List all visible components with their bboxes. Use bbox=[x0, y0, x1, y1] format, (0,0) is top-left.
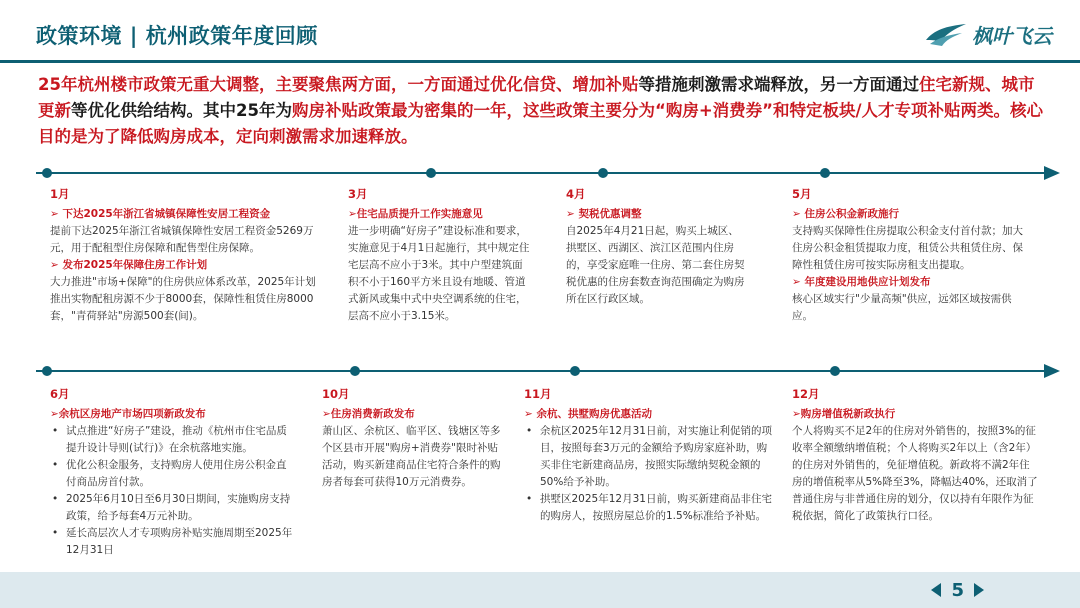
page-title: 政策环境 | 杭州政策年度回顾 bbox=[36, 24, 318, 48]
card-topic: ➢ 发布2025年保障住房工作计划 bbox=[50, 259, 208, 271]
timeline-dot-may bbox=[820, 168, 830, 178]
summary-segment: 优化信贷、增加补贴 bbox=[489, 75, 639, 94]
card-topic: ➢ 住房公积金新政施行 bbox=[792, 208, 899, 220]
timeline-arrow-icon bbox=[1044, 364, 1060, 378]
card-topic: ➢购房增值税新政执行 bbox=[792, 408, 896, 420]
summary-segment: 购房补贴政策最为密集的一年，这些政策主要分为“购房+消费券”和特定板块/人才专项补贴两类。核心目的是为了降低购房成本，定向刺激需求加速释放。 bbox=[38, 101, 1044, 146]
card-month: 4月 bbox=[566, 187, 586, 201]
card-bullet: • 2025年6月10日至6月30日期间，实施购房支持政策，给予每套4万元补助。 bbox=[50, 491, 296, 525]
timeline-card-nov bbox=[524, 386, 772, 525]
timeline-card-oct bbox=[322, 386, 506, 491]
summary-paragraph bbox=[38, 72, 1048, 150]
card-topic: ➢住房消费新政发布 bbox=[322, 408, 415, 420]
card-bullet: • 拱墅区2025年12月31日前，购买新建商品非住宅的购房人，按照房屋总价的1.5%标准给予补贴。 bbox=[524, 491, 772, 525]
timeline-card-mar bbox=[348, 186, 530, 325]
timeline-line bbox=[36, 370, 1046, 372]
timeline-dot-nov bbox=[570, 366, 580, 376]
timeline-bottom bbox=[0, 364, 1080, 378]
timeline-card-apr bbox=[566, 186, 746, 308]
card-text: 进一步明确“好房子”建设标准和要求，实施意见于4月1日起施行，其中规定住宅层高不应小于3米。其中户型建筑面积不小于160平方米且设有地暖、管道式新风或集中式中央空调系统的住宅，层高不应小于3.15米。 bbox=[348, 225, 530, 322]
summary-segment: 住宅新规、城市更新 bbox=[38, 75, 1035, 120]
timeline-card-jan bbox=[50, 186, 322, 325]
timeline-line bbox=[36, 172, 1046, 174]
card-month: 5月 bbox=[792, 187, 812, 201]
pager bbox=[931, 580, 984, 600]
timeline-dot-oct bbox=[350, 366, 360, 376]
card-bullet: • 余杭区2025年12月31日前，对实施让利促销的项目，按照每套3万元的金额给予购房家庭补助，购买非住宅新建商品房，按照实际缴纳契税金额的50%给予补助。 bbox=[524, 423, 772, 491]
card-text: 萧山区、余杭区、临平区、钱塘区等多个区县市开展"购房+消费券"限时补贴活动，购买新建商品住宅符合条件的购房者每套可获得10万元消费券。 bbox=[322, 425, 501, 488]
card-month: 11月 bbox=[524, 387, 552, 401]
card-month: 10月 bbox=[322, 387, 350, 401]
timeline-dot-mar bbox=[426, 168, 436, 178]
triangle-left-icon[interactable] bbox=[931, 583, 941, 597]
card-topic: ➢住宅品质提升工作实施意见 bbox=[348, 208, 483, 220]
card-topic: ➢ 余杭、拱墅购房优惠活动 bbox=[524, 408, 652, 420]
card-bullet: • 试点推进“好房子”建设，推动《杭州市住宅品质提升设计导则(试行)》在余杭落地实施。 bbox=[50, 423, 296, 457]
timeline-dot-dec bbox=[830, 366, 840, 376]
card-topic: ➢ 年度建设用地供应计划发布 bbox=[792, 276, 931, 288]
page-number: 5 bbox=[951, 579, 964, 601]
timeline-card-dec bbox=[792, 386, 1038, 525]
timeline-top bbox=[0, 166, 1080, 180]
summary-segment: 25年杭州楼市政策无重大调整，主要聚焦两方面，一方面通过 bbox=[38, 75, 490, 94]
card-month: 12月 bbox=[792, 387, 820, 401]
card-topic: ➢ 下达2025年浙江省城镇保障性安居工程资金 bbox=[50, 208, 271, 220]
card-text: 个人将购买不足2年的住房对外销售的，按照3%的征收率全额缴纳增值税；个人将购买2年以上（含2年）的住房对外销售的，免征增值税。新政将不满2年住房的增值税率从5%降至3%，降幅达40%，还取消了普通住房与非普通住房的划分，仅以持有年限作为征税依据，简化了政策执行口径。 bbox=[792, 425, 1038, 522]
triangle-right-icon[interactable] bbox=[974, 583, 984, 597]
card-bullet: • 优化公积金服务，支持购房人使用住房公积金直付商品房首付款。 bbox=[50, 457, 296, 491]
logo-text: 枫叶飞云 bbox=[972, 23, 1052, 48]
summary-segment: 等措施刺激需求端释放，另一方面通过 bbox=[638, 75, 919, 94]
header bbox=[0, 0, 1080, 62]
card-month: 6月 bbox=[50, 387, 70, 401]
footer-bar bbox=[0, 572, 1080, 608]
card-topic: ➢ 契税优惠调整 bbox=[566, 208, 642, 220]
maple-leaf-cloud-icon bbox=[924, 20, 968, 48]
card-text: 核心区域实行"少量高频"供应，远郊区域按需供应。 bbox=[792, 293, 1012, 322]
card-text: 大力推进"市场+保障"的住房供应体系改革，2025年计划推出实物配租房源不少于8000套，保障性租赁住房8000套，"青荷驿站"房源500套(间)。 bbox=[50, 276, 316, 322]
logo bbox=[924, 14, 1052, 54]
card-text: 支持购买保障性住房提取公积金支付首付款；加大住房公积金租赁提取力度，租赁公共租赁住房、保障性租赁住房可按实际房租支出提取。 bbox=[792, 225, 1023, 271]
header-divider bbox=[0, 60, 1080, 63]
timeline-card-jun bbox=[50, 386, 296, 559]
timeline-dot-jan bbox=[42, 168, 52, 178]
timeline-card-may bbox=[792, 186, 1028, 325]
card-topic: ➢余杭区房地产市场四项新政发布 bbox=[50, 408, 206, 420]
timeline-dot-apr bbox=[598, 168, 608, 178]
timeline-dot-jun bbox=[42, 366, 52, 376]
card-month: 1月 bbox=[50, 187, 70, 201]
card-text: 自2025年4月21日起，购买上城区、拱墅区、西湖区、滨江区范围内住房的，享受家庭唯一住房、第二套住房契税优惠的住房套数查询范围确定为购房所在区行政区域。 bbox=[566, 225, 745, 305]
card-month: 3月 bbox=[348, 187, 368, 201]
timeline-arrow-icon bbox=[1044, 166, 1060, 180]
summary-segment: 等优化供给结构。其中25年为 bbox=[71, 101, 292, 120]
card-text: 提前下达2025年浙江省城镇保障性安居工程资金5269万元，用于配租型住房保障和配售型住房保障。 bbox=[50, 225, 314, 254]
card-bullet: • 延长高层次人才专项购房补贴实施周期至2025年12月31日 bbox=[50, 525, 296, 559]
